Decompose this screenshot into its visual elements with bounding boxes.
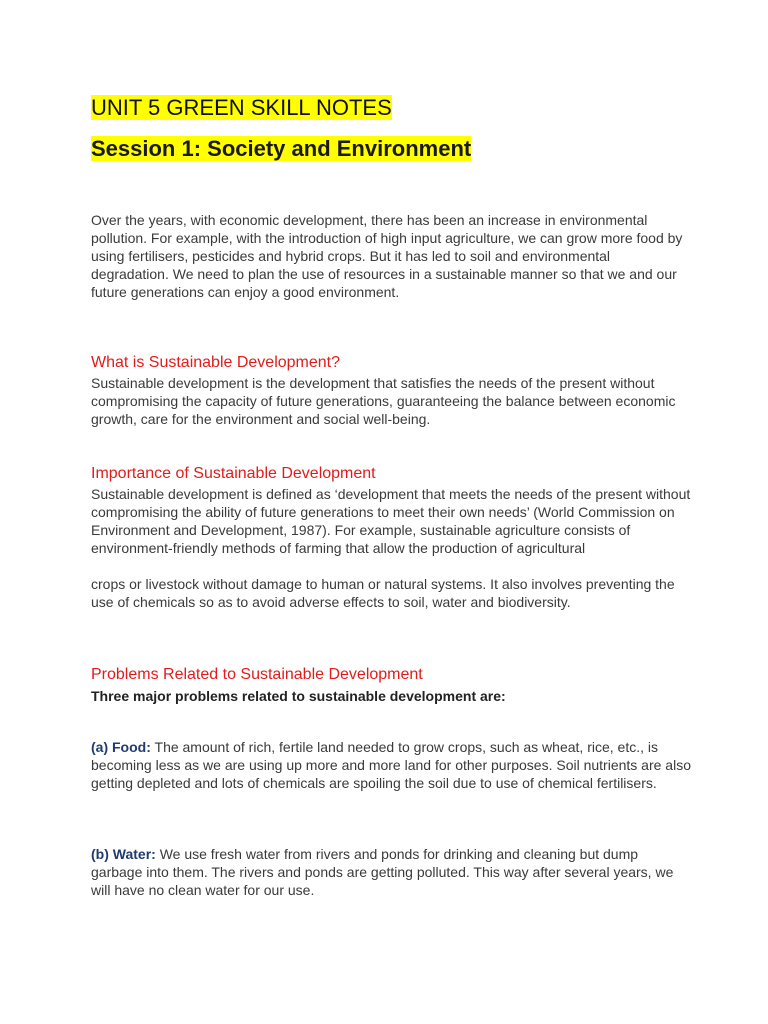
problem-item-label: (a) Food: [91, 739, 151, 755]
section-heading-what-is-sd: What is Sustainable Development? [91, 354, 341, 371]
page-title [91, 95, 392, 121]
section-heading-importance: Importance of Sustainable Development [91, 465, 376, 482]
problem-item-label: (b) Water: [91, 846, 156, 862]
section-body-what-is-sd: Sustainable development is the development that satisfies the needs of the present without compromising the capacity of future generations, guaranteeing the balance between economic growth, care for the environment and social well-being. [91, 375, 676, 427]
page-title-text: UNIT 5 GREEN SKILL NOTES [91, 95, 392, 120]
section-body-importance-part1: Sustainable development is defined as ‘development that meets the needs of the present without compromising the ability of future generations to meet their own needs’ (World Commission on Environment and Development, 1987). For example, sustainable agriculture consists of environment-friendly methods of farming that allow the production of agricultural [91, 486, 691, 556]
session-title-text: Session 1: Society and Environment [91, 136, 472, 161]
section-subheading-problems: Three major problems related to sustainable development are: [91, 688, 506, 704]
section-body-importance-part2: crops or livestock without damage to human or natural systems. It also involves preventing the use of chemicals so as to avoid adverse effects to soil, water and biodiversity. [91, 576, 675, 610]
problem-item-text: We use fresh water from rivers and ponds for drinking and cleaning but dump garbage into them. The rivers and ponds are getting polluted. This way after several years, we will have no clean water for our use. [91, 846, 674, 898]
section-heading-problems: Problems Related to Sustainable Development [91, 666, 423, 683]
intro-paragraph: Over the years, with economic development, there has been an increase in environmental pollution. For example, with the introduction of high input agriculture, we can grow more food by using fertilisers, pesticides and hybrid crops. But it has led to soil and environmental degradation. We need to plan the use of resources in a sustainable manner so that we and our future generations can enjoy a good environment. [91, 212, 683, 300]
session-title [91, 136, 471, 162]
problem-item-water [91, 845, 691, 899]
problem-item-food [91, 738, 691, 792]
problem-item-text: The amount of rich, fertile land needed to grow crops, such as wheat, rice, etc., is becoming less as we are using up more and more land for other purposes. Soil nutrients are also getting depleted and lots of chemicals are spoiling the soil due to use of chemical fertilisers. [91, 739, 691, 791]
